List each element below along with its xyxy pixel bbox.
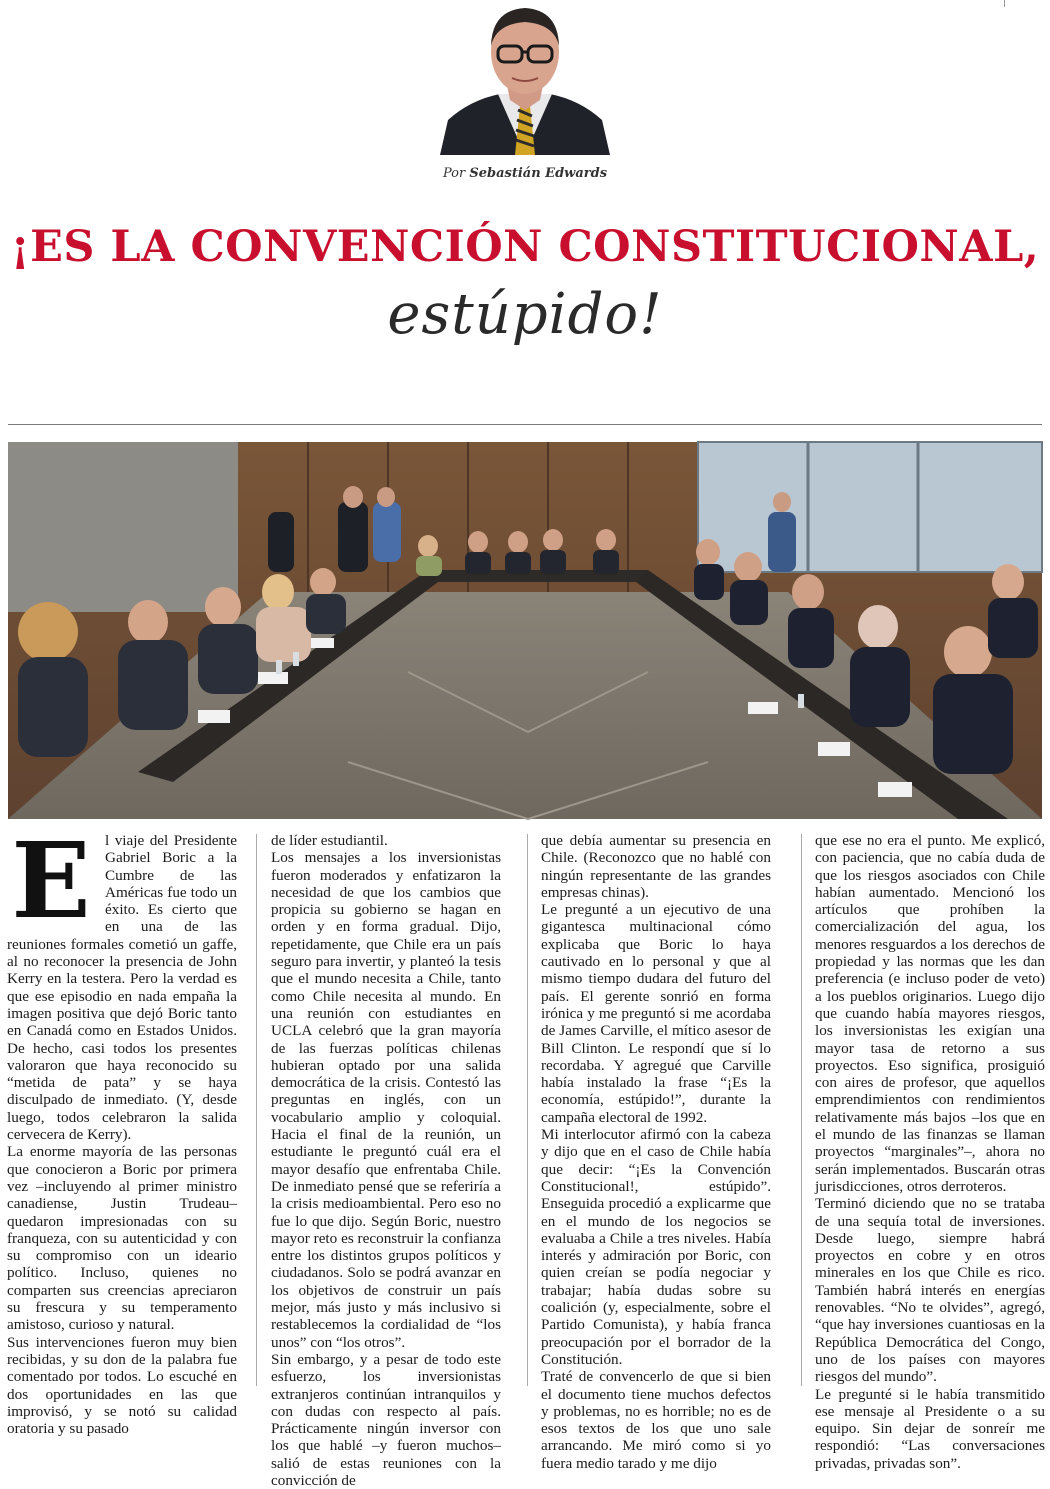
paragraph: Sin embargo, y a pesar de todo este esfuerzo, los inversionistas extranjeros continúan intranquilos y con dudas con respecto al país. Prácticamente ningún inversor con los que hablé –y fueron muchos– salió de estas reuniones con la convicción de xyxy=(271,1350,501,1489)
paragraph: Terminó diciendo que no se trataba de una sequía total de inversiones. Desde luego, siempre habrá proyectos en cobre y en otros minerales en los que Chile es rico. También habrá interés en energías renovables. “No te olvides”, agregó, “que hay inversiones cuantiosas en la República Democrática del Congo, uno de los países con mayores riesgos del mundo”. xyxy=(815,1195,1045,1386)
paragraph: Los mensajes a los inversionistas fueron moderados y enfatizaron la necesidad de que los cambios que propicia su gobierno se hagan en orden y en forma gradual. Dijo, repetidamente, que Chile era un país seguro para invertir, y planteó la tesis que el mundo necesita a Chile, tanto como Chile necesita al mundo. En una reunión con estudiantes en UCLA celebró que la gran mayoría de las fuerzas políticas chilenas hubieran optado por una salida democrática de la crisis. Contestó las preguntas en inglés, con un vocabulario amplio y coloquial. Hacia el final de la reunión, un estudiante le preguntó cuál era el mayor desafío que enfrentaba Chile. De inmediato pensé que se referiría a la crisis medioambiental. Pero eso no fue lo que dijo. Según Boric, nuestro mayor reto es reconstruir la confianza entre los distintos grupos políticos y ciudadanos. Solo se podrá avanzar en los objetivos de construir un país mejor, más justo y más inclusivo si restablecemos la cordialidad de “los unos” con “los otros”. xyxy=(271,849,501,1351)
paragraph: que ese no era el punto. Me explicó, con paciencia, que no cabía duda de que los riesgos asociados con Chile habían aumentado. Mencionó los artículos que prohíben la comercialización del agua, los menores resguardos a los derechos de propiedad y las normas que les dan preferencia (e incluso poder de veto) a los pueblos originarios. Luego dijo que cuando había mayores riesgos, los inversionistas les exigían una mayor tasa de retorno a sus proyectos. Eso significa, prosiguió con aires de profesor, que aquellos emprendimientos con rendimientos relativamente más bajos –los que en el mundo de las finanzas se llaman proyectos “marginales”–, ahora no serán implementados. Buscarán otras jurisdicciones, otros derroteros. xyxy=(815,832,1045,1195)
paragraph: Le pregunté a un ejecutivo de una gigantesca multinacional cómo explicaba que Boric lo haya cautivado en lo personal y que al mismo tiempo dudara del futuro del país. El gerente sonrió en forma irónica y me preguntó si me acordaba de James Carville, el mítico asesor de Bill Clinton. Le respondí que sí lo recordaba. Y agregué que Carville había instalado la frase “¡Es la economía, estúpido!”, durante la campaña electoral de 1992. xyxy=(541,901,771,1126)
paragraph: Sus intervenciones fueron muy bien recibidas, y su don de la palabra fue comentado por todos. Lo escuché en dos oportunidades en las que improvisó, y se notó su calidad oratoria y su pasado xyxy=(7,1333,237,1438)
paragraph: La enorme mayoría de las personas que conocieron a Boric por primera vez –incluyendo al primer ministro canadiense, Justin Trudeau– quedaron impresionadas con su franqueza, con su autenticidad y con su compromiso con un ideario político. Incluso, quienes no comparten sus creencias apreciaron su frescura y su temperamento amistoso, curioso y natural. xyxy=(7,1143,237,1334)
column-separator xyxy=(256,834,257,1386)
article-column-4 xyxy=(815,832,1045,1472)
author-portrait xyxy=(440,2,610,155)
paragraph: que debía aumentar su presencia en Chile. (Reconozco que no hablé con ningún representante de las grandes empresas chinas). xyxy=(541,832,771,901)
headline-line-2: estúpido! xyxy=(387,282,663,347)
author-name: Sebastián Edwards xyxy=(469,166,608,181)
paragraph: de líder estudiantil. xyxy=(271,832,388,849)
paragraph: Mi interlocutor afirmó con la cabeza y dijo que en el caso de Chile había que decir: “¡Es la Convención Constitucional!, estúpido”. Enseguida procedió a explicarme que en el mundo de los negocios se evaluaba a Chile a tres niveles. Había interés y admiración por Boric, con quien creían se podía negociar y trabajar; había dudas sobre su coalición (y, especialmente, sobre el Partido Comunista), y había franca preocupación por el borrador de la Constitución. xyxy=(541,1126,771,1368)
headline-line-1: ¡ES LA CONVENCIÓN CONSTITUCIONAL, xyxy=(10,222,1040,272)
paragraph: Le pregunté si le había transmitido ese mensaje al Presidente o a su equipo. Sin dejar de sonreír me respondió: “Las conversaciones privadas, privadas son”. xyxy=(815,1385,1045,1472)
column-separator xyxy=(801,834,802,1386)
top-edge-rule xyxy=(1004,0,1005,7)
article-column-1 xyxy=(7,819,237,1438)
column-separator xyxy=(527,834,528,1386)
paragraph: l viaje del Presidente Gabriel Boric a la Cumbre de las Américas fue todo un éxito. Es cierto que en una de las reuniones formales cometió un gaffe, al no reconocer la presencia de John Kerry en la testera. Pero la verdad es que ese episodio en nada empaña la imagen positiva que dejó Boric tanto en Canadá como en Estados Unidos. De hecho, casi todos los presentes valoraron que haya reconocido su “metida de pata” y se haya disculpado de inmediato. (Y, desde luego, todos celebraron la salida cervecera de Kerry). xyxy=(7,832,237,1144)
drop-cap: E xyxy=(11,819,91,942)
paragraph: Traté de convencerlo de que si bien el documento tiene muchos defectos y problemas, no es horrible; no es de esos textos de los que uno sale arrancando. Me miró como si yo fuera medio tarado y me dijo xyxy=(541,1368,771,1472)
article-column-3 xyxy=(541,832,771,1472)
article-column-2 xyxy=(271,832,501,1489)
byline-prefix: Por xyxy=(442,166,466,181)
byline xyxy=(0,166,1050,181)
meeting-photo xyxy=(8,442,1042,819)
section-divider xyxy=(8,424,1042,425)
